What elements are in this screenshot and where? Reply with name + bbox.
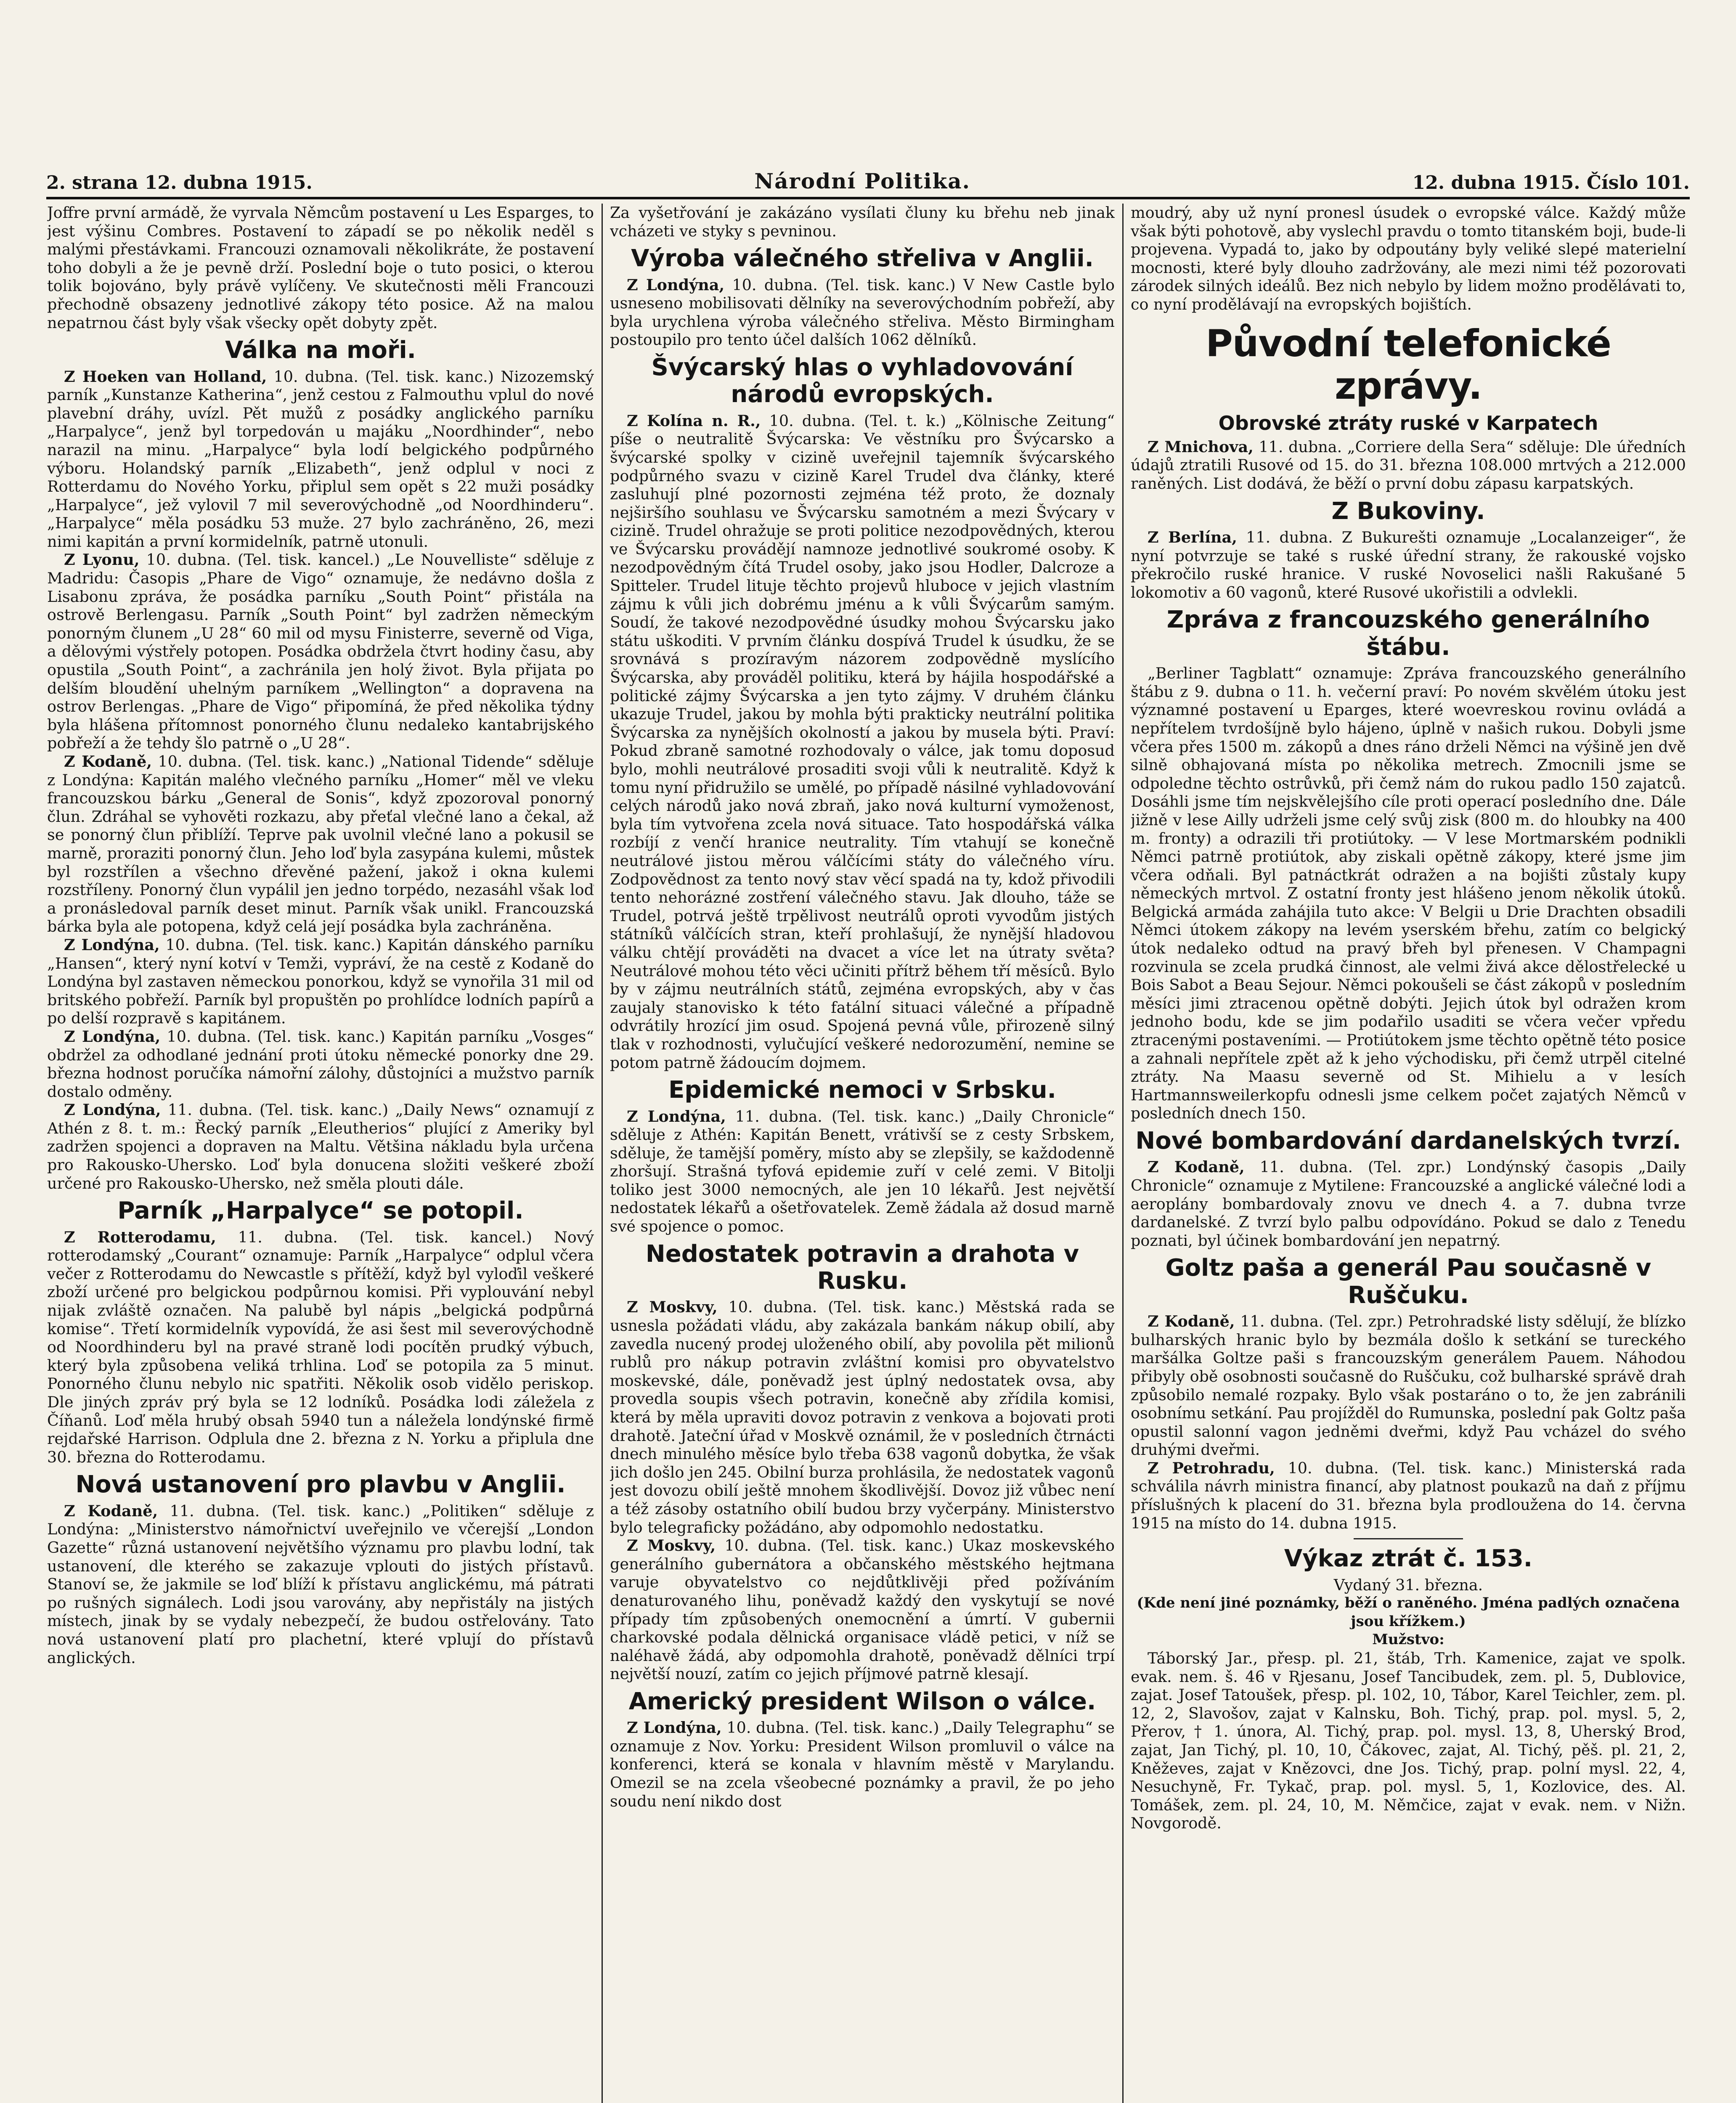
column-2 xyxy=(610,204,1115,2103)
dateline: Z Kodaně, xyxy=(1148,1312,1235,1331)
article-body: 11. dubna. Z Bukurešti oznamuje „Localanzeiger“, že nyní potvrzuje se také s ruské úřední strany, že rakouské vojsko překročilo ruské hranice. V ruské Novoselici našli Rakušané 5 lokomotiv a 60 vagonů, které Rusové ukořistili a odvlekli. xyxy=(1131,528,1686,601)
article-body: 11. dubna. (Tel. tisk. kanc.) „Daily News“ oznamují z Athén z 8. t. m.: Řecký parník „Eleutherios“ plující z Ameriky byl zadržen spojenci a dopraven na Maltu. Většina nákladu byla určena pro Rakousko-Uhersko. Loď byla donucena složiti veškeré zboží určené pro Rakousko-Uhersko, než směla plouti dále. xyxy=(47,1101,594,1192)
headline: Výkaz ztrát č. 153. xyxy=(1284,1545,1533,1573)
dateline: Z Londýna, xyxy=(627,1719,722,1737)
article-text xyxy=(47,1228,594,1467)
headline: Švýcarský hlas o vyhladovování národů evropských. xyxy=(651,353,1073,408)
article-body: 10. dubna. (Tel. tisk. kanc.) „Daily Telegraphu“ se oznamuje z Nov. Yorku: President Wilson promluvil o válce na konferenci, která se konala v hlavním městě v Marylandu. Omezil se na zcela všeobecné poznámky a pravil, že po jeho soudu není nikdo dost xyxy=(610,1719,1115,1810)
subheading: Vydaný 31. března. xyxy=(1333,1576,1483,1594)
dateline: Z Kolína n. R., xyxy=(627,411,761,430)
header-right: 12. dubna 1915. Číslo 101. xyxy=(1412,172,1690,193)
header-rule xyxy=(46,197,1690,199)
column-rule-2 xyxy=(1122,204,1124,2103)
column-1 xyxy=(47,204,594,2103)
article-text xyxy=(610,1536,1115,1683)
subheading: Mužstvo: xyxy=(1372,1631,1444,1648)
column-3 xyxy=(1131,204,1686,2103)
header-left: 2. strana 12. dubna 1915. xyxy=(46,172,313,193)
headline: Nedostatek potravin a drahota v Rusku. xyxy=(645,1240,1079,1295)
article-body: 10. dubna. (Tel. tisk. kanc.) Městská rada se usnesla požádati vládu, aby zakázala bankám nákup obilí, aby zavedla nucený prodej uloženého obilí, aby povolila pět milionů rublů pro nákup potravin zvláštní komisi pro obyvatelstvo moskevské, dále, poněvadž jest úplný nedostatek ovsa, aby provedla soupis všech potravin, konečně aby zřídila komisi, která by měla upraviti dovoz potravin z venkova a bojovati proti drahotě. Jateční úřad v Moskvě oznámil, že v posledních čtrnácti dnech minulého měsíce bylo třeba 638 vagonů dobytka, že však jich došlo jen 245. Obilní burza prohlásila, že nedostatek vagonů jest dovozu obilí ještě mnohem škodlivější. Dovoz již vůbec není a též zásoby ostatního obilí budou brzy vyčerpány. Ministerstvo bylo telegraficky požádáno, aby odpomohlo nedostatku. xyxy=(610,1298,1115,1536)
dateline: Z Petrohradu, xyxy=(1148,1459,1275,1477)
article-text xyxy=(1131,1459,1686,1532)
headline: Z Bukoviny. xyxy=(1331,497,1485,525)
article-text: „Berliner Tagblatt“ oznamuje: Zpráva francouzského generálního štábu z 9. dubna o 11. h. večerní praví: Po novém skvělém útoku jest významné postavení u Eparges, které woevreskou rovinu ovládá a nepřítelem tvrdošíjně bylo hájeno, úplně v našich rukou. Dobyli jsme včera přes 1500 m. zákopů a dnes ráno drželi Němci na výšině jen dvě silně obhajovaná místa po několika metrech. Zmocnili jsme se odpoledne těchto ostrůvků, při čemž nám do rukou padlo 150 zajatců. Dosáhli jsme tím nejskvělejšího cíle proti operací posledního dne. Dále jižně v lese Ailly udrželi jsme celý svůj zisk (800 m. do hloubky na 400 m. fronty) a odrazili tři protiútoky. — V lese Mortmarském podnikli Němci patrně protiútok, aby ziskali opětně zákopy, které jsme jim včera odňali. Byl patnáctkrát odražen a na bojišti zůstaly kupy německých mrtvol. Z ostatní fronty jest hlášeno jenom několik útoků. Belgická armáda zahájila tuto akce: V Belgii u Drie Drachten obsadili Němci útokem zákopy na levém yserském břehu, zatím co belgický útok nedaleko odtud na pravý břeh byl přenesen. V Champagni rozvinula se zcela prudká činnost, ale velmi živá akce dělostřelecké u Bois Sabot a Beau Sejour. Němci pokoušeli se část zákopů v posledním měsíci jimi ztracenou opětně dobýti. Jejich útok byl odražen krom jednoho bodu, kde se jim podařilo usaditi se včera večer vpředu ztracenými postaveními. — Protiútokem jsme těchto opětně této posice a zahnali nepřítele zpět až k jeho východisku, při čemž utrpěl citelné ztráty. Na Maasu severně od St. Mihielu a v lesích Hartmannsweilerkopfu odnesli jsme celkem počet zajatých Němců v posledních dnech 150. xyxy=(1131,664,1686,1123)
article-text xyxy=(610,412,1115,1072)
dateline: Z Londýna, xyxy=(64,1101,161,1119)
article-text xyxy=(610,1719,1115,1810)
article-text xyxy=(47,1502,594,1667)
dateline: Z Rotterodamu, xyxy=(64,1228,216,1246)
column-rule-1 xyxy=(602,204,603,2103)
article-text xyxy=(47,368,594,551)
article-text: Táborský Jar., přesp. pl. 21, štáb, Trh. Kamenice, zajat ve spolk. evak. nem. š. 46 v Rjesanu, Josef Tancibudek, zem. pl. 5, Dublovice, zajat. Josef Tatoušek, přesp. pl. 102, 10, Tábor, Karel Teichler, zem. pl. 12, 2, Slavošov, zajat v Kalnsku, Boh. Tichý, prap. pol. mysl. 5, 2, Přerov, † 1. února, Al. Tichý, prap. pol. mysl. 13, 8, Uherský Brod, zajat, Jan Tichý, pl. 10, 10, Čákovec, zajat, Al. Tichý, pěš. pl. 21, 2, Kněževes, zajat v Knězovci, dne Jos. Tichý, prap. polní mysl. 22, 4, Nesuchyně, Fr. Tykač, prap. pol. mysl. 5, 1, Kozlovice, des. Al. Tomášek, zem. pl. 24, 10, M. Němčice, zajat v evak. nem. v Nižn. Novgorodě. xyxy=(1131,1649,1686,1833)
dateline: Z Moskvy, xyxy=(627,1536,716,1555)
article-text xyxy=(610,1298,1115,1536)
headline: Zpráva z francouzského generálního štábu. xyxy=(1166,606,1650,661)
article-text xyxy=(47,936,594,1028)
masthead: Národní Politika. xyxy=(754,169,971,193)
section-headline: Původní telefonické zprávy. xyxy=(1206,321,1611,408)
headline: Nové bombardování dardanelských tvrzí. xyxy=(1135,1127,1681,1155)
headline: Goltz paša a generál Pau současně v Ruščuku. xyxy=(1165,1254,1651,1309)
dateline: Z Mnichova, xyxy=(1148,437,1254,456)
article-text xyxy=(610,1107,1115,1236)
article-body: 11. dubna. (Tel. zpr.) Londýnský časopis „Daily Chronicle“ oznamuje z Mytilene: Francouzské a anglické válečné lodi a aeroplány bombardovaly znovu ve dnech 4. a 7. dubna tvrze dardanelské. Z tvrzí bylo palbu odpovídáno. Pokud se dalo z Tenedu poznati, byl účinek bombardování jen nepatrný. xyxy=(1131,1158,1686,1250)
note: (Kde není jiné poznámky, běží o raněného. Jména padlých označena jsou křížkem.) xyxy=(1137,1594,1680,1630)
article-text xyxy=(1131,438,1686,493)
dateline: Z Moskvy, xyxy=(627,1298,718,1316)
article-text xyxy=(47,752,594,936)
article-text xyxy=(1131,1312,1686,1459)
article-body: 10. dubna. (Tel. t. k.) „Kölnische Zeitung“ píše o neutralitě Švýcarska: Ve věstníku pro Švýcarsko a švýcarské spolky v cizině uveřejnil tajemník švýcarského podpůrného svazu v cizině Karel Trudel dva články, které zasluhují plné pozornosti zejména též proto, že doznaly nejširšího souhlasu ve Švýcarsku samotném a mezi Švýcary v cizině. Trudel ohražuje se proti politice nezodpovědných, kterou ve Švýcarsku provádějí namnoze jednotlivé soukromé osoby. K nezodpovědným čítá Trudel osoby, jako jsou Hodler, Dalcroze a Spitteler. Trudel lituje těchto projevů hluboce v jejich vlastním zájmu k vůli jich dobrému jménu a k vůli Švýcarům samým. Soudí, že takové nezodpovědné úsudky mohou Švýcarsku jako státu uškoditi. V prvním článku dospívá Trudel k úsudku, že se srovnává s prozíravým názorem zodpovědně myslícího Švýcarska, aby prováděl politiku, která by hájila hospodářské a politické zájmy Švýcarska a jen tyto zájmy. V druhém článku ukazuje Trudel, jakou by mohla býti prakticky neutrální politika Švýcarska za nynějších okolností a jakou by musela býti. Praví: Pokud zbraně samotné rozhodovaly o válce, jak tomu doposud bylo, mohli neutrálové prosaditi svoji vůli k neutralitě. Když k tomu nyní přidružilo se umělé, po případě násilné vyhladovování celých národů jako nová zbraň, jako nová kulturní vymoženost, byla tím vytvořena zcela nová situace. Tato hospodářská válka rozbíjí z venčí hranice neutrality. Tím vtahují se konečně neutrálové jistou měrou válčícími státy do válečného víru. Zodpovědnost za tento nový stav věcí spadá na ty, kdož přivodili tento nehorázné zostření válečného stavu. Jak dlouho, táže se Trudel, potrvá ještě trpělivost neutrálů oproti vyvodům jistých státníků válčících stran, kteří prohlašují, že nynější hladovou válku chtějí prováděti na dvacet a více let na útraty světa? Neutrálové mohou této věci učiniti přítrž během tří měsíců. Bylo by v zájmu neutrálních států, zejména evropských, aby v čas zaujaly stanovisko k této fatální situaci válečné a případně odvrátily hrozící jim osud. Spojená pevná vůle, přirozeně silný tlak v rozhodnosti, vylučující veškeré nedorozumění, nemine se potom patrně žádoucím dojmem. xyxy=(610,411,1115,1072)
article-text: Joffre první armádě, že vyrvala Němcům postavení u Les Esparges, to jest výšinu Combres. Postavení to západí se po několik neděl s malými přestávkami. Francouzi oznamovali několikráte, že postavení toho dobyli a že je pevně drží. Poslední boje o tuto posici, o kterou tolik bojováno, byly právě vylíčeny. Ve skutečnosti měli Francouzi přechodně obsazeny jednotlivé zákopy této posice. Až na malou nepatrnou část byly však všecky opět dobyty zpět. xyxy=(47,204,594,332)
dateline: Z Londýna, xyxy=(64,935,160,954)
article-body: 11. dubna. (Tel. tisk. kanc.) „Politiken“ sděluje z Londýna: „Ministerstvo námořnictví uveřejnilo ve včerejší „London Gazette“ různá ustanovení největšího významu pro plavbu lodní, tak ustanovení, dle kterého se zakazuje vplouti do jistých přístavů. Stanoví se, že jakmile se loď blíží k přístavu anglickému, má pátrati po rušných signálech. Lodi jsou varovány, aby nepřistály na jistých místech, jinak by se vydaly nebezpečí, že budou ostřelovány. Tato nová ustanovení platí pro plachetní, které vplují do přístavů anglických. xyxy=(47,1502,594,1667)
article-body: 10. dubna. (Tel. tisk. kanc.) Ukaz moskevského generálního gubernátora a občanského městského hejtmana varuje obyvatelstvo co nejdůtklivěji před požíváním denaturovaného lihu, poněvadž každý den vyskytují se nové případy tím způsobených onemocnění a úmrtí. V gubernii charkovské podala dělnická organisace vládě petici, v níž se naléhavě žádá, aby odpomohla drahotě, poněvadž dělníci trpí největší nouzí, zatím co jejich příjmové patrně klesají. xyxy=(610,1536,1115,1683)
article-text xyxy=(47,551,594,752)
dateline: Z Londýna, xyxy=(627,275,725,294)
divider xyxy=(1354,1538,1463,1539)
headline: Epidemické nemoci v Srbsku. xyxy=(668,1076,1056,1104)
headline: Americký president Wilson o válce. xyxy=(628,1687,1096,1715)
article-body: 10. dubna. (Tel. tisk. kanc.) „National Tidende“ sděluje z Londýna: Kapitán malého vlečného parníku „Homer“ měl ve vleku francouzskou bárku „General de Sonis“, když zpozoroval ponorný člun. Zdráhal se vyhověti rozkazu, aby přeťal vlečné lano a čekal, až se ponorný člun přiblíží. Teprve pak uvolnil vlečné lano a pokusil se marně, proraziti ponorný člun. Jeho loď byla zasypána kulemi, můstek byl rozstřílen a všechno dřevěné pažení, jakož i okna kulemi rozstříleny. Ponorný člun vypálil jen jedno torpédo, nezasáhl však loď a pronásledoval parník deset minut. Parník však unikl. Francouzská bárka byla ale potopena, když celá její posádka byla zachráněna. xyxy=(47,752,594,936)
article-body: 11. dubna. (Tel. tisk. kancel.) Nový rotterodamský „Courant“ oznamuje: Parník „Harpalyce“ odplul včera večer z Rotterodamu do Newcastle s přítěží, když byl vyloďil veškeré zboží určené pro belgickou podpůrnou komisi. Při vyplouvání nebyl nijak zvláště označen. Na palubě byl nápis „belgická podpůrná komise“. Třetí kormidelník vypovídá, že asi šest mil severovýchodně od Noordhinderu byl na pravé straně lodi pocítěn prudký výbuch, který byla způsobena veliká trhlina. Loď se potopila za 5 minut. Ponorného člunu nebylo nic spatřiti. Několik osob vidělo periskop. Dle jiných zpráv prý byla se 12 lodníků. Posádka lodi záležela z Číňanů. Loď měla hrubý obsah 5940 tun a náležela londýnské firmě rejdařské Harrison. Odplula dne 2. března z N. Yorku a připlula dne 30. března do Rotterodamu. xyxy=(47,1228,594,1466)
dateline: Z Londýna, xyxy=(627,1107,726,1126)
article-body: 10. dubna. (Tel. tisk. kanc.) Nizozemský parník „Kunstanze Katherina“, jenž cestou z Falmouthu vplul do nové plavební dráhy, uvízl. Pět mužů z posádky anglického parníku „Harpalyce“, jenž byl torpedován u majáku „Noordhinder“, nebo narazil na minu. „Harpalyce“ byla lodí belgického podpůrného výboru. Holandský parník „Elizabeth“, jenž odplul v noci z Rotterdamu do Nového Yorku, připlul sem opět s 22 muži posádky „Harpalyce“, jež vylovil 7 mil severovýchodně „od Noordhinderu“. „Harpalyce“ měla posádku 53 muže. 27 bylo zachráněno, 26, mezi nimi kapitán a první kormidelník, patrně utonuli. xyxy=(47,367,594,551)
dateline: Z Kodaně, xyxy=(64,752,152,771)
article-body: 10. dubna. (Tel. tisk. kanc.) Kapitán dánského parníku „Hansen“, který nyní kotví v Temži, vypráví, že na cestě z Kodaně do Londýna byl zastaven německou ponorkou, když se vynořila 31 mil od britského pobřeží. Parník byl propuštěn po prohlídce lodních papírů a po delší rozpravě s kapitánem. xyxy=(47,935,594,1028)
dateline: Z Lyonu, xyxy=(64,551,140,569)
headline: Parník „Harpalyce“ se potopil. xyxy=(117,1197,524,1225)
dateline: Z Kodaně, xyxy=(64,1502,158,1520)
article-text xyxy=(1131,528,1686,601)
headline: Výroba válečného střeliva v Anglii. xyxy=(631,245,1094,273)
article-text xyxy=(47,1101,594,1192)
article-body: 10. dubna. (Tel. tisk. kanc.) Ministerská rada schválila návrh ministra financí, aby platnost poukazů na daň z příjmu příslušných k placení do 31. března byla prodloužena do 14. června 1915 na místo do 14. dubna 1915. xyxy=(1131,1459,1686,1532)
article-body: 11. dubna. (Tel. tisk. kanc.) „Daily Chronicle“ sděluje z Athén: Kapitán Benett, vrátivší se z cesty Srbskem, sděluje, že tamější poměry, místo aby se zlepšily, se každodenně zhoršují. Strašná tyfová epidemie zuří v celé zemi. V Bitolji toliko jest 3000 nemocných, ale jen 10 lékařů. Jest největší nedostatek lékařů a ošetřovatelek. Země žádala až dosud marně své spojence o pomoc. xyxy=(610,1107,1115,1236)
dateline: Z Hoeken van Holland, xyxy=(64,367,267,386)
article-body: 11. dubna. „Corriere della Sera“ sděluje: Dle úředních údajů ztratili Rusové od 15. do 31. března 108.000 mrtvých a 212.000 raněných. List dodává, že běží o první dobu zápasu karpatských. xyxy=(1131,437,1686,493)
article-text xyxy=(47,1028,594,1101)
running-head xyxy=(46,160,1690,193)
headline: Obrovské ztráty ruské v Karpatech xyxy=(1218,411,1598,434)
article-text xyxy=(1131,1158,1686,1250)
headline: Válka na moři. xyxy=(225,336,416,364)
dateline: Z Londýna, xyxy=(64,1027,161,1046)
headline: Nová ustanovení pro plavbu v Anglii. xyxy=(75,1471,566,1499)
article-text: moudrý, aby už nyní pronesl úsudek o evropské válce. Každý může však býti pohotově, aby vyslechl pravdu o tomto titanském boji, bude-li projevena. Vypadá to, jako by odpoutány byly veliké slepé materielní mocnosti, které byly dlouho zadržovány, ale mezi nimi též pozorovati zárodek silných ideálů. Bez nich nebylo by lidem možno prodělávati to, co nyní prodělávají na evropských bojištích. xyxy=(1131,204,1686,313)
dateline: Z Kodaně, xyxy=(1148,1158,1245,1176)
article-body: 10. dubna. (Tel. tisk. kanc.) V New Castle bylo usneseno mobilisovati dělníky na severovýchodním pobřeží, aby byla urychlena výroba válečného střeliva. Město Birmingham postoupilo pro tento účel dalších 1062 dělníků. xyxy=(610,275,1115,349)
article-text: Za vyšetřování je zakázáno vysílati čluny ku břehu neb jinak vcházeti ve styky s pevninou. xyxy=(610,204,1115,240)
article-body: 10. dubna. (Tel. tisk. kancel.) „Le Nouvelliste“ sděluje z Madridu: Časopis „Phare de Vigo“ oznamuje, že nedávno došla z Lisabonu zpráva, že posádka parníku „South Point“ přistála na ostrově Berlengasu. Parník „South Point“ byl zadržen německým ponorným člunem „U 28“ 60 mil od mysu Finisterre, severně od Viga, a dělovými výstřely potopen. Posádka obdržela čtvrt hodiny času, aby opustila „South Point“, a zachránila jen holý život. Byla přijata po delším bloudění uhelným parníkem „Wellington“ a dopravena na ostrov Berlengas. „Phare de Vigo“ připomíná, že před několika týdny byla hlášena přítomnost ponorného člunu nedaleko kantabrijského pobřeží a že tehdy šlo patrně o „U 28“. xyxy=(47,551,594,752)
dateline: Z Berlína, xyxy=(1148,528,1237,546)
article-body: 10. dubna. (Tel. tisk. kanc.) Kapitán parníku „Vosges“ obdržel za odhodlané jednání proti útoku německé ponorky dne 29. března hodnost poručíka námořní zálohy, důstojníci a mužstvo parník dostalo odměny. xyxy=(47,1027,594,1101)
article-body: 11. dubna. (Tel. zpr.) Petrohradské listy sdělují, že blízko bulharských hranic bylo by bezmála došlo k setkání se tureckého maršálka Goltze paši s francouzským generálem Pauem. Náhodou přibyly obě osobnosti současně do Ruščuku, což bulharské správě drah způsobilo nemalé rozpaky. Bylo však postaráno o to, že jen zabránili osobnímu setkání. Pau projížděl do Rumunska, poslední pak Goltz paša opustil salonní vagon jedněmi dveřmi, když Pau vcházel do svého druhými dveřmi. xyxy=(1131,1312,1686,1459)
article-text xyxy=(610,276,1115,349)
